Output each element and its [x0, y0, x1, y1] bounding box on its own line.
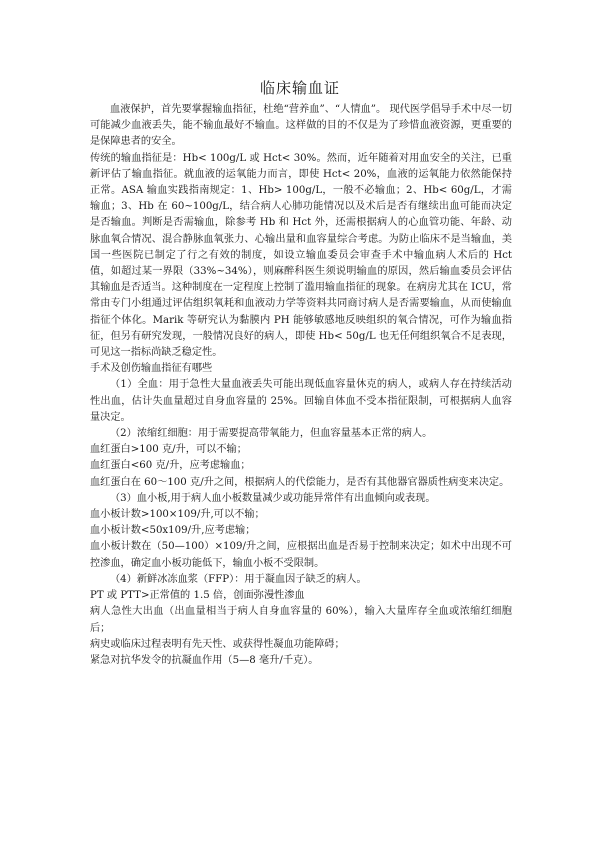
- paragraph: （1）全血：用于急性大量血液丢失可能出现低血容量休克的病人，或病人存在持续活动性出血，估计失血量超过自身血容量的 25%。回输自体血不受本指征限制，可根据病人血容量决定。: [90, 379, 512, 423]
- paragraph: 病史或临床过程表明有先天性、或获得性凝血功能障碍；: [90, 638, 345, 650]
- paragraph: 血液保护，首先要掌握输血指征，杜绝“营养血”、“人情血”。 现代医学倡导手术中尽一切可能减少血液丢失，能不输血最好不输血。这样做的目的不仅是为了珍惜血液资源，更重要的是保障患者的安全。: [90, 104, 512, 148]
- paragraph: 血小板计数<50x109/升,应考虑输；: [90, 525, 256, 537]
- paragraph: （3）血小板,用于病人血小板数量减少或功能异常伴有出血倾向或表现。: [110, 492, 436, 504]
- paragraph: 传统的输血指征是：Hb< 100g/L 或 Hct< 30%。然而，近年随着对用血安全的关注，已重新评估了输血指征。就血液的运氧能力而言，即使 Hct< 20%，血液的运氧能力依然能保持正常。ASA 输血实践指南规定：1、Hb> 100g/L，一般不必输血；2、Hb< 60g/L，才需输血；3、Hb 在 60~100g/L，结合病人心肺功能情况以及术后是否有继续出血可能而决定是否输血。判断是否需输血，除参考 Hb 和 Hct 外，还需根据病人的心血管功能、年龄、动脉血氧合情况、混合静脉血氧张力、心输出量和血容量综合考虑。为防止临床不是当输血，美国一些医院已制定了行之有效的制度，如设立输血委员会审查手术中输血病人术后的 Hct 值，如超过某一界限（33%~34%），则麻醉科医生须说明输血的原因，然后输血委员会评估其输血是否适当。这种制度在一定程度上控制了滥用输血指征的现象。在病房尤其在 ICU，常常由专门小组通过评估组织氧耗和血液动力学等资料共同商讨病人是否需要输血，从而使输血指征个体化。Marik 等研究认为黏膜内 PH 能够敏感地反映组织的氧合情况，可作为输血指征，但另有研究发现，一般情况良好的病人，即使 Hb< 50g/L 也无任何组织氧合不足表现，可见这一指标尚缺乏稳定性。: [90, 152, 512, 359]
- paragraph: 血小板计数在（50—100）×109/升之间，应根据出血是否易于控制来决定；如术中出现不可控渗血，确定血小板功能低下，输血小板不受限制。: [90, 541, 512, 569]
- paragraph: 手术及创伤输血指征有哪些: [90, 363, 213, 375]
- paragraph: 血红蛋白>100 克/升，可以不输；: [90, 444, 247, 456]
- document-title: 临床输血证: [259, 79, 340, 97]
- paragraph: （4）新鲜冰冻血浆（FFP）：用于凝血因子缺乏的病人。: [110, 573, 367, 585]
- paragraph: 血红蛋白在 60～100 克/升之间，根据病人的代偿能力，是否有其他器官器质性病变来决定。: [90, 476, 510, 488]
- paragraph: 紧急对抗华发令的抗凝血作用（5—8 毫升/千克）。: [90, 654, 319, 666]
- paragraph: 血小板计数>100×109/升,可以不输；: [90, 509, 265, 521]
- document-body: [90, 102, 512, 669]
- paragraph: （2）浓缩红细胞：用于需要提高带氧能力，但血容量基本正常的病人。: [110, 428, 433, 440]
- paragraph: PT 或 PTT>正常值的 1.5 倍，创面弥漫性渗血: [90, 590, 305, 602]
- paragraph: 病人急性大出血（出血量相当于病人自身血容量的 60%），输入大量库存全血或浓缩红细胞后；: [90, 606, 512, 634]
- paragraph: 血红蛋白<60 克/升，应考虑输血；: [90, 460, 251, 472]
